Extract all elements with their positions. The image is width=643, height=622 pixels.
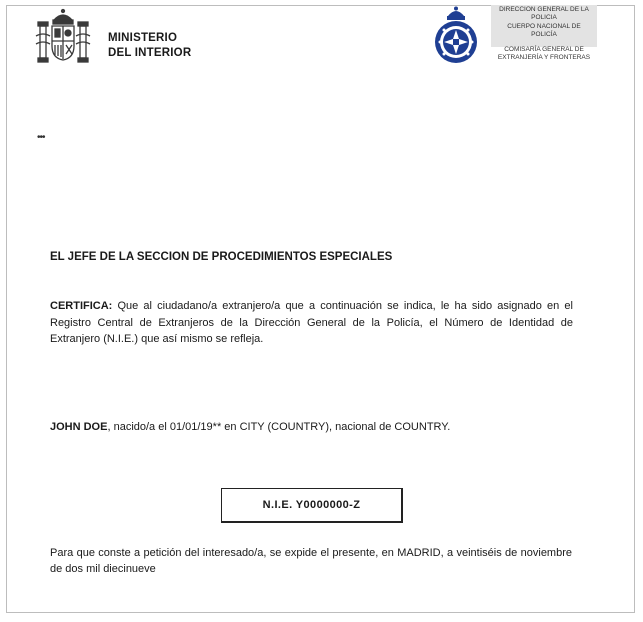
police-badge-icon <box>432 6 480 66</box>
person-text: , nacido/a el 01/01/19** en CITY (COUNTRY), nacional de COUNTRY. <box>107 421 451 433</box>
ministry-name <box>108 31 191 61</box>
nie-number-box <box>221 488 403 523</box>
cert-text: Que al ciudadano/a extranjero/a que a continuación se indica, le ha sido asignado en el Registro Central de Extranjeros de la Dirección General de la Policía, el Número de Identidad de Extranjero (N.I.E.) que así mismo se refleja. <box>50 300 573 345</box>
spanish-coat-of-arms-icon <box>35 8 91 66</box>
police-line-1: DIRECCION GENERAL DE LA <box>499 6 589 13</box>
cert-label: CERTIFICA: <box>50 300 113 312</box>
police-line-4: POLICÍA <box>531 31 557 39</box>
person-details <box>50 421 450 433</box>
closing-paragraph: Para que conste a petición del interesado/a, se expide el presente, en MADRID, a veintiséis de noviembre de dos mil diecinueve <box>50 547 572 575</box>
police-line-2: POLICIA <box>531 14 557 22</box>
police-line-3: CUERPO NACIONAL DE <box>507 22 581 30</box>
police-line-6: EXTRANJERÍA Y FRONTERAS <box>497 54 591 62</box>
certification-paragraph <box>50 298 573 348</box>
person-name: JOHN DOE <box>50 421 108 433</box>
ministry-line-2: DEL INTERIOR <box>108 47 192 59</box>
ministry-line-1: MINISTERIO <box>108 32 178 44</box>
police-line-5: COMISARÍA GENERAL DE <box>504 45 584 53</box>
redaction-dots: ••• <box>37 132 45 143</box>
nie-number: N.I.E. Y0000000-Z <box>262 499 361 511</box>
police-header <box>491 6 597 62</box>
document-heading: EL JEFE DE LA SECCION DE PROCEDIMIENTOS ESPECIALES <box>50 251 393 263</box>
